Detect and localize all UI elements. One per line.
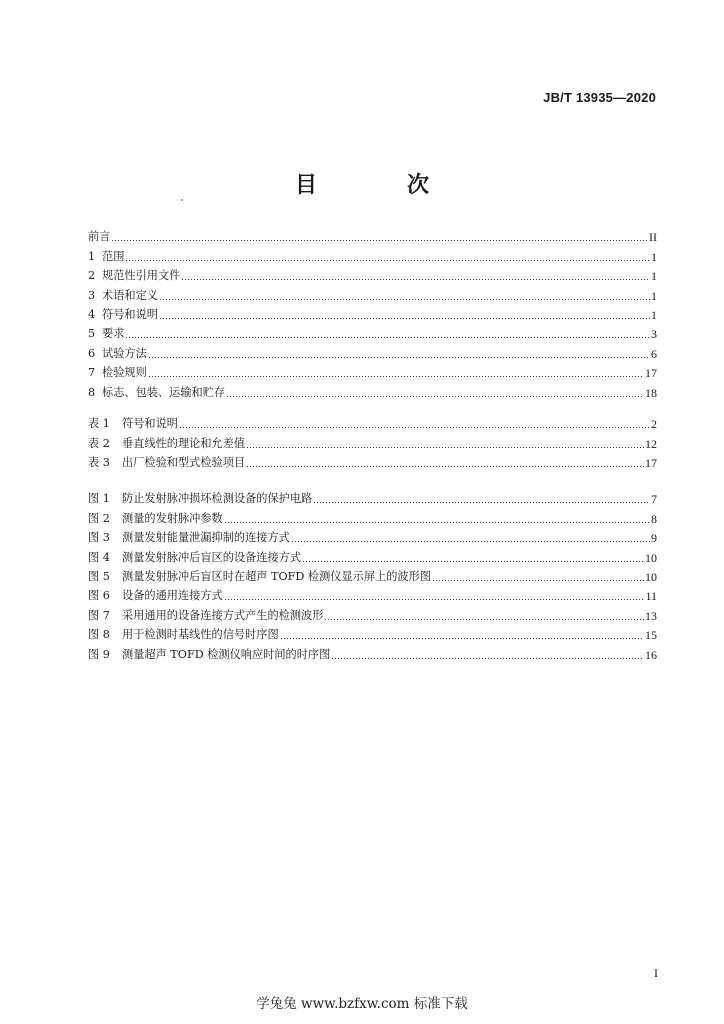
toc-entry-number: 图 9 [88, 647, 110, 661]
toc-entry-page: 2 [651, 417, 657, 432]
toc-entry-label [88, 308, 158, 322]
toc-entry-section[interactable] [88, 380, 657, 399]
toc-entry-title: 设备的通用连接方式 [122, 589, 223, 603]
toc-entry-title: 采用通用的设备连接方式产生的检测波形 [122, 608, 324, 622]
toc-entry-section[interactable] [88, 264, 657, 283]
toc-entry-number: 7 [88, 366, 96, 380]
toc-entry-title: 用于检测时基线性的信号时序图 [122, 628, 279, 642]
toc-entry-number: 4 [88, 307, 96, 321]
toc-entry-title: 测量发射脉冲后盲区时在超声 TOFD 检测仪显示屏上的波形图 [122, 569, 431, 583]
dot-leader [226, 396, 644, 397]
toc-entry-page: 18 [645, 385, 657, 400]
toc-entry-title: 试验方法 [102, 346, 147, 360]
toc-entry-title: 符号和说明 [122, 417, 178, 431]
toc-entry-section[interactable] [88, 322, 657, 341]
toc-entry-label [88, 512, 223, 526]
toc-sections [88, 225, 657, 400]
toc-entry-page: 17 [645, 366, 657, 381]
dot-leader [432, 580, 644, 581]
dot-leader [148, 357, 650, 358]
toc-entry-page: 12 [645, 436, 657, 451]
dot-leader [280, 638, 644, 639]
toc-entry-title: 测量发射能量泄漏抑制的连接方式 [122, 531, 290, 545]
toc-entry-figure[interactable] [88, 642, 657, 661]
toc-entry-number: 图 1 [88, 492, 110, 506]
toc-entry-label [88, 289, 158, 303]
toc-entry-title: 要求 [102, 327, 125, 341]
toc-entry-label [88, 386, 225, 400]
toc-entry-number: 图 6 [88, 589, 110, 603]
toc-entry-page: 6 [651, 346, 657, 361]
toc-entry-figure[interactable] [88, 506, 657, 525]
toc-entry-number: 图 3 [88, 531, 110, 545]
toc-entry-figure[interactable] [88, 526, 657, 545]
toc-entry-page: 1 [651, 307, 657, 322]
toc-entry-page: 9 [651, 531, 657, 546]
toc-entry-title: 术语和定义 [102, 288, 158, 302]
toc-entry-page: II [649, 230, 657, 245]
dot-leader [246, 466, 644, 467]
toc-entry-figure[interactable] [88, 623, 657, 642]
toc-entry-label [88, 648, 330, 662]
toc-entry-page: 7 [651, 492, 657, 507]
toc-entry-title: 垂直线性的理论和允差值 [122, 436, 246, 450]
toc-entry-title: 防止发射脉冲损坏检测设备的保护电路 [122, 492, 313, 506]
toc-entry-page: 13 [645, 608, 657, 623]
toc-entry-label [88, 437, 245, 451]
page-number: I [654, 966, 658, 980]
dot-leader [159, 299, 650, 300]
toc-entry-page: 16 [645, 647, 657, 662]
toc-entry-number: 图 4 [88, 550, 110, 564]
toc-entry-page: 3 [651, 327, 657, 342]
watermark-text: 学兔兔 www.bzfxw.com 标准下载 [256, 996, 468, 1012]
toc-entry-number: 图 7 [88, 608, 110, 622]
toc-entry-number: 2 [88, 269, 96, 283]
toc-entry-number: 图 2 [88, 511, 110, 525]
toc-entry-figure[interactable] [88, 487, 657, 506]
toc-entry-number: 5 [88, 327, 96, 341]
toc-entry-label [88, 456, 245, 470]
toc-entry-label [88, 570, 431, 584]
toc-entry-page: 1 [651, 269, 657, 284]
toc-entry-number: 表 2 [88, 436, 110, 450]
toc-entry-section[interactable] [88, 244, 657, 263]
toc-entry-page: 10 [645, 569, 657, 584]
toc-entry-label [88, 628, 279, 642]
dot-leader [181, 279, 650, 280]
toc-entry-label [88, 589, 223, 603]
toc-tables [88, 412, 657, 470]
toc-entry-label [88, 230, 110, 244]
toc-entry-title: 检验规则 [102, 366, 147, 380]
toc-entry-label [88, 492, 312, 506]
toc-entry-section[interactable] [88, 283, 657, 302]
page-title: 目 次 [294, 173, 463, 198]
toc-entry-title: 规范性引用文件 [102, 269, 181, 283]
toc-entry-label [88, 366, 147, 380]
toc-entry-label [88, 417, 178, 431]
dot-leader [111, 240, 648, 241]
dot-leader [224, 599, 645, 600]
toc-entry-title: 符号和说明 [102, 307, 158, 321]
dot-leader [159, 318, 650, 319]
toc-entry-section[interactable] [88, 225, 657, 244]
toc-entry-number: 6 [88, 346, 96, 360]
toc-entry-number: 表 3 [88, 456, 110, 470]
toc-entry-title: 测量发射脉冲后盲区的设备连接方式 [122, 550, 302, 564]
toc-entry-number: 8 [88, 385, 96, 399]
toc-figures [88, 487, 657, 662]
dot-leader [313, 502, 650, 503]
dot-leader [331, 658, 644, 659]
dot-leader [302, 561, 644, 562]
toc-entry-figure[interactable] [88, 603, 657, 622]
dot-leader [148, 376, 644, 377]
toc-entry-number: 图 5 [88, 569, 110, 583]
toc-entry-title: 测量的发射脉冲参数 [122, 511, 223, 525]
toc-entry-number: 图 8 [88, 628, 110, 642]
toc-entry-label [88, 531, 290, 545]
toc-entry-label [88, 609, 323, 623]
toc-entry-page: 1 [651, 288, 657, 303]
toc-entry-label [88, 250, 124, 264]
toc-entry-title: 范围 [102, 249, 125, 263]
toc-entry-figure[interactable] [88, 545, 657, 564]
toc-entry-label [88, 551, 301, 565]
scan-speck [181, 199, 183, 201]
dot-leader [125, 337, 650, 338]
dot-leader [179, 427, 650, 428]
toc-entry-page: 11 [645, 589, 657, 604]
standard-code: JB/T 13935—2020 [543, 90, 656, 105]
toc-entry-table[interactable] [88, 431, 657, 450]
toc-entry-title: 标志、包装、运输和贮存 [102, 385, 226, 399]
toc-entry-page: 15 [645, 628, 657, 643]
toc-entry-table[interactable] [88, 412, 657, 431]
dot-leader [246, 447, 644, 448]
dot-leader [291, 541, 650, 542]
dot-leader [224, 522, 650, 523]
toc-entry-number: 1 [88, 249, 96, 263]
toc-entry-section[interactable] [88, 361, 657, 380]
toc-entry-figure[interactable] [88, 584, 657, 603]
toc-entry-title: 出厂检验和型式检验项目 [122, 456, 246, 470]
toc-entry-page: 1 [651, 249, 657, 264]
toc-entry-label [88, 269, 180, 283]
toc-entry-page: 8 [651, 511, 657, 526]
toc-entry-title: 前言 [88, 230, 111, 244]
toc-entry-title: 测量超声 TOFD 检测仪响应时间的时序图 [122, 647, 331, 661]
toc-entry-label [88, 327, 124, 341]
toc-entry-page: 10 [645, 550, 657, 565]
toc-entry-label [88, 347, 147, 361]
toc-entry-number: 3 [88, 288, 96, 302]
toc-entry-figure[interactable] [88, 565, 657, 584]
toc-entry-section[interactable] [88, 303, 657, 322]
toc-entry-number: 表 1 [88, 417, 110, 431]
dot-leader [324, 619, 644, 620]
toc-entry-table[interactable] [88, 451, 657, 470]
dot-leader [125, 260, 650, 261]
toc-entry-page: 17 [645, 456, 657, 471]
toc-entry-section[interactable] [88, 341, 657, 360]
